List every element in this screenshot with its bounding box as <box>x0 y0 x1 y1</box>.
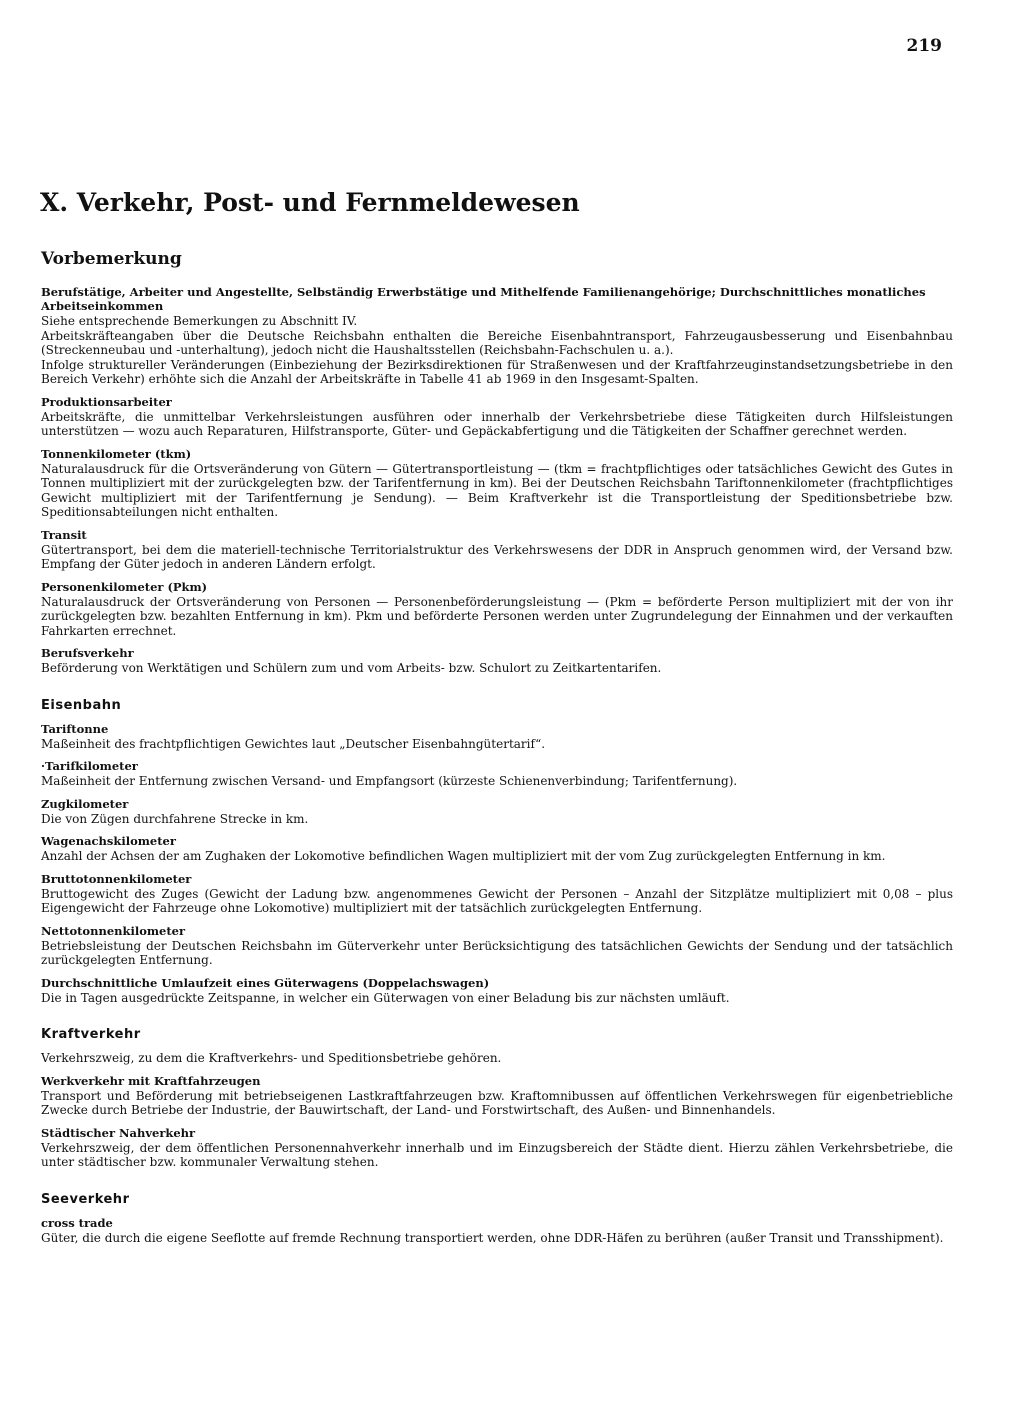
document-body <box>41 249 953 1253</box>
entry-term: Städtischer Nahverkehr <box>41 1125 196 1140</box>
entry-term: Tonnenkilometer (tkm) <box>41 446 192 461</box>
entry-definition: Bruttogewicht des Zuges (Gewicht der Ladung bzw. angenommenes Gewicht der Personen – Anzahl der Sitzplätze multipliziert mit 0,08 – plus Eigengewicht der Fahrzeuge ohne Lokomotive) multipliziert mit der tatsächlich zurückgelegten Entfernung. <box>41 886 953 915</box>
entry-term: Transit <box>41 527 87 542</box>
glossary-entry <box>41 646 953 676</box>
page-number: 219 <box>906 36 942 56</box>
entry-term: Wagenachskilometer <box>41 834 176 848</box>
sections-container <box>41 285 953 1245</box>
glossary-entry <box>41 1074 953 1118</box>
glossary-entry <box>41 447 953 520</box>
entry-term: cross trade <box>41 1215 113 1230</box>
entry-definition: Maßeinheit des frachtpflichtigen Gewichtes laut „Deutscher Eisenbahngütertarif“. <box>41 736 546 751</box>
entry-definition: Die von Zügen durchfahrene Strecke in km. <box>41 811 309 826</box>
section <box>41 1027 953 1170</box>
entry-term: Durchschnittliche Umlaufzeit eines Güterwagens (Doppelachswagen) <box>41 975 490 990</box>
section <box>41 698 953 1006</box>
entry-term: Werkverkehr mit Kraftfahrzeugen <box>41 1073 261 1088</box>
entry-definition: Die in Tagen ausgedrückte Zeitspanne, in welcher ein Güterwagen von einer Beladung bis zur nächsten umläuft. <box>41 990 730 1005</box>
entry-definition: Naturalausdruck der Ortsveränderung von Personen — Personenbeförderungsleistung — (Pkm = beförderte Person multipliziert mit der von ihr zurückgelegten bzw. bezahlten Entfernung in km). Pkm und beförderte Personen werden unter Zugrundelegung der Einnahmen und der verkauften Fahrkarten errechnet. <box>41 594 953 638</box>
preliminary-remark-heading: Vorbemerkung <box>41 249 182 269</box>
entry-term: Zugkilometer <box>41 796 129 811</box>
entry-definition: Verkehrszweig, zu dem die Kraftverkehrs- und Speditionsbetriebe gehören. <box>41 1051 502 1065</box>
glossary-entry <box>41 395 953 439</box>
glossary-entry <box>41 1051 953 1066</box>
entry-definition: Betriebsleistung der Deutschen Reichsbahn im Güterverkehr unter Berücksichtigung des tatsächlichen Gewichts der Sendung und der tatsächlich zurückgelegten Entfernung. <box>41 938 953 967</box>
section-heading: Kraftverkehr <box>41 1027 141 1042</box>
glossary-entry <box>41 580 953 639</box>
entry-definition: Transport und Beförderung mit betriebseigenen Lastkraftfahrzeugen bzw. Kraftomnibussen auf öffentlichen Verkehrswegen für eigenbetriebliche Zwecke durch Betriebe der Industrie, der Bauwirtschaft, der Land- und Forstwirtschaft, des Außen- und Binnenhandels. <box>41 1088 953 1117</box>
glossary-entry <box>41 285 953 387</box>
section <box>41 1192 953 1246</box>
entry-definition: Arbeitskräfte, die unmittelbar Verkehrsleistungen ausführen oder innerhalb der Verkehrsbetriebe diese Tätigkeiten durch Hilfsleistungen unterstützen — wozu auch Reparaturen, Hilfstransporte, Güter- und Gepäckabfertigung und die Tätigkeiten der Schaffner gerechnet werden. <box>41 409 953 438</box>
glossary-entry <box>41 759 953 789</box>
entry-definition: Naturalausdruck für die Ortsveränderung von Gütern — Gütertransportleistung — (tkm = frachtpflichtiges oder tatsächliches Gewicht des Gutes in Tonnen multipliziert mit der zurückgelegten bzw. der Tarifentfernung in km). Bei der Deutschen Reichsbahn Tariftonnenkilometer (frachtpflichtiges Gewicht multipliziert mit der Tarifentfernung je Sendung). — Beim Kraftverkehr ist die Transportleistung der Speditionsbetriebe bzw. Speditionsabteilungen nicht enthalten. <box>41 461 953 519</box>
entry-term: Bruttotonnenkilometer <box>41 871 192 886</box>
entry-definition: Anzahl der Achsen der am Zughaken der Lokomotive befindlichen Wagen multipliziert mit der vom Zug zurückgelegten Entfernung in km. <box>41 849 886 863</box>
glossary-entry <box>41 1126 953 1170</box>
entry-term: Nettotonnenkilometer <box>41 923 186 938</box>
entry-definition: Beförderung von Werktätigen und Schülern zum und vom Arbeits- bzw. Schulort zu Zeitkartentarifen. <box>41 661 662 675</box>
section-heading: Eisenbahn <box>41 697 122 713</box>
entry-term: ·Tarifkilometer <box>41 759 138 773</box>
entry-term: Berufsverkehr <box>41 646 134 660</box>
entry-term: Personenkilometer (Pkm) <box>41 579 208 594</box>
entry-definition: Güter, die durch die eigene Seeflotte auf fremde Rechnung transportiert werden, ohne DDR-Häfen zu berühren (außer Transit und Transshipment). <box>41 1230 944 1245</box>
entry-term: Produktionsarbeiter <box>41 394 172 409</box>
glossary-entry <box>41 1216 953 1246</box>
entry-definition: Maßeinheit der Entfernung zwischen Versand- und Empfangsort (kürzeste Schienenverbindung; Tarifentfernung). <box>41 774 738 788</box>
section-heading: Seeverkehr <box>41 1191 130 1207</box>
chapter-title: X. Verkehr, Post- und Fernmeldewesen <box>40 188 580 217</box>
entry-definition: Siehe entsprechende Bemerkungen zu Abschnitt IV. <box>41 314 358 328</box>
entry-definition: Gütertransport, bei dem die materiell-technische Territorialstruktur des Verkehrswesens der DDR in Anspruch genommen wird, der Versand bzw. Empfang der Güter jedoch in anderen Ländern erfolgt. <box>41 542 953 571</box>
glossary-entry <box>41 528 953 572</box>
entry-definition: Verkehrszweig, der dem öffentlichen Personennahverkehr innerhalb und im Einzugsbereich der Städte dient. Hierzu zählen Verkehrsbetriebe, die unter städtischer bzw. kommunaler Verwaltung stehen. <box>41 1140 953 1169</box>
glossary-entry <box>41 797 953 827</box>
section <box>41 285 953 676</box>
entry-definition: Infolge struktureller Veränderungen (Einbeziehung der Bezirksdirektionen für Straßenwesen und der Kraftfahrzeuginstandsetzungsbetriebe in den Bereich Verkehr) erhöhte sich die Anzahl der Arbeitskräfte in Tabelle 41 ab 1969 in den Insgesamt-Spalten. <box>41 357 953 386</box>
entry-term: Berufstätige, Arbeiter und Angestellte, Selbständig Erwerbstätige und Mithelfende Familienangehörige; Durchschnittliches monatliches Arbeitseinkommen <box>41 285 926 313</box>
glossary-entry <box>41 924 953 968</box>
glossary-entry <box>41 872 953 916</box>
entry-definition: Arbeitskräfteangaben über die Deutsche Reichsbahn enthalten die Bereiche Eisenbahntransport, Fahrzeugausbesserung und Eisenbahnbau (Streckenneubau und -unterhaltung), jedoch nicht die Haushaltsstellen (Reichsbahn-Fachschulen u. a.). <box>41 328 953 357</box>
glossary-entry <box>41 834 953 864</box>
glossary-entry <box>41 722 953 752</box>
entry-term: Tariftonne <box>41 721 109 736</box>
glossary-entry <box>41 976 953 1006</box>
